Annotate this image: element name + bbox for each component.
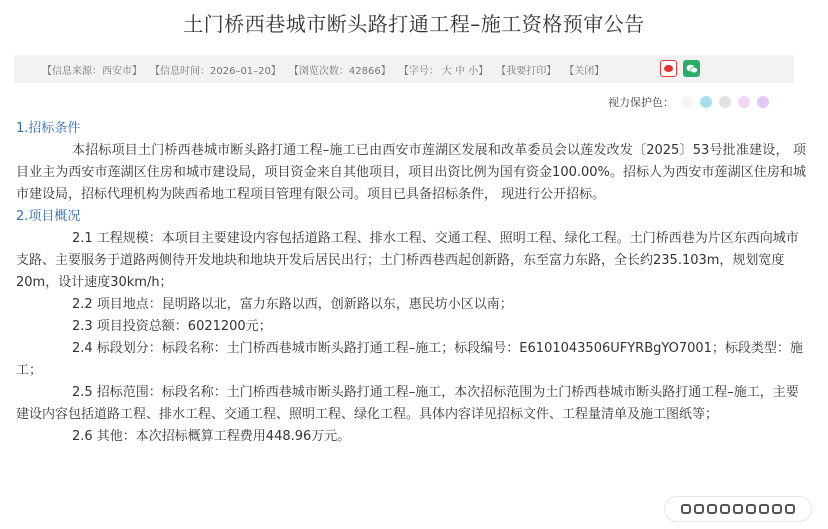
watermark-glyph [694, 504, 704, 514]
info-views: 【浏览次数：42866】 [288, 65, 391, 77]
watermark-glyph [707, 504, 717, 514]
eye-care-swatch-1[interactable] [681, 96, 693, 108]
watermark-glyph [772, 504, 782, 514]
item-2-1: 2.1 工程规模：本项目主要建设内容包括道路工程、排水工程、交通工程、照明工程、绿化工程。土门桥西巷为片区东西向城市支路、主要服务于道路两侧待开发地块和地块开发后居民出行；土门桥西巷西起创新路，东至富力东路，全长约235.103m，规划宽度20m，设计速度30km/h； [16, 231, 799, 290]
eye-care-swatch-5[interactable] [757, 96, 769, 108]
item-2-2: 2.2 项目地点：昆明路以北，富力东路以西，创新路以东，惠民坊小区以南； [72, 297, 513, 312]
watermark-glyph [733, 504, 743, 514]
eye-care-swatch-4[interactable] [738, 96, 750, 108]
eye-care-swatch-3[interactable] [719, 96, 731, 108]
font-size-control[interactable]: 【字号： 大 中 小】 [398, 65, 489, 77]
item-2-4: 2.4 标段划分：标段名称：土门桥西巷城市断头路打通工程–施工；标段编号：E6101043506UFYRBgYO7001；标段类型：施工； [16, 341, 803, 378]
watermark-glyph [759, 504, 769, 514]
print-link[interactable]: 【我要打印】 [496, 65, 557, 77]
share-icons [660, 60, 700, 77]
eye-care-label: 视力保护色： [608, 96, 674, 109]
watermark-glyph [785, 504, 795, 514]
watermark-overlay [664, 496, 812, 522]
eye-care-swatch-2[interactable] [700, 96, 712, 108]
watermark-glyph [746, 504, 756, 514]
section-heading-1: 1.招标条件 [16, 121, 81, 136]
weibo-icon[interactable] [660, 60, 677, 77]
info-bar [14, 55, 794, 83]
item-2-6: 2.6 其他：本次招标概算工程费用448.96万元。 [72, 429, 351, 444]
article-body [16, 118, 806, 448]
close-link[interactable]: 【关闭】 [564, 65, 605, 77]
page-title: 土门桥西巷城市断头路打通工程–施工资格预审公告 [183, 12, 645, 36]
section-1-paragraph: 本招标项目土门桥西巷城市断头路打通工程–施工已由西安市莲湖区发展和改革委员会以莲发改发〔2025〕53号批准建设， 项目业主为西安市莲湖区住房和城市建设局，项目资金来自其他项目，项目出资比例为国有资金100.00%。招标人为西安市莲湖区住房和城市建设局，招标代理机构为陕西希地工程项目管理有限公司。项目已具备招标条件， 现进行公开招标。 [16, 143, 806, 202]
watermark-glyph [720, 504, 730, 514]
info-source: 【信息来源：西安市】 [42, 65, 142, 77]
eye-care-selector [608, 94, 769, 110]
wechat-icon[interactable] [683, 60, 700, 77]
section-heading-2: 2.项目概况 [16, 209, 81, 224]
wechat-glyph [686, 64, 698, 74]
info-time: 【信息时间：2026–01–20】 [150, 65, 281, 77]
watermark-glyph [681, 504, 691, 514]
item-2-5: 2.5 招标范围：标段名称：土门桥西巷城市断头路打通工程–施工，本次招标范围为土门桥西巷城市断头路打通工程–施工，主要建设内容包括道路工程、排水工程、交通工程、照明工程、绿化工程。具体内容详见招标文件、工程量清单及施工图纸等； [16, 385, 799, 422]
item-2-3: 2.3 项目投资总额：6021200元； [72, 319, 272, 334]
